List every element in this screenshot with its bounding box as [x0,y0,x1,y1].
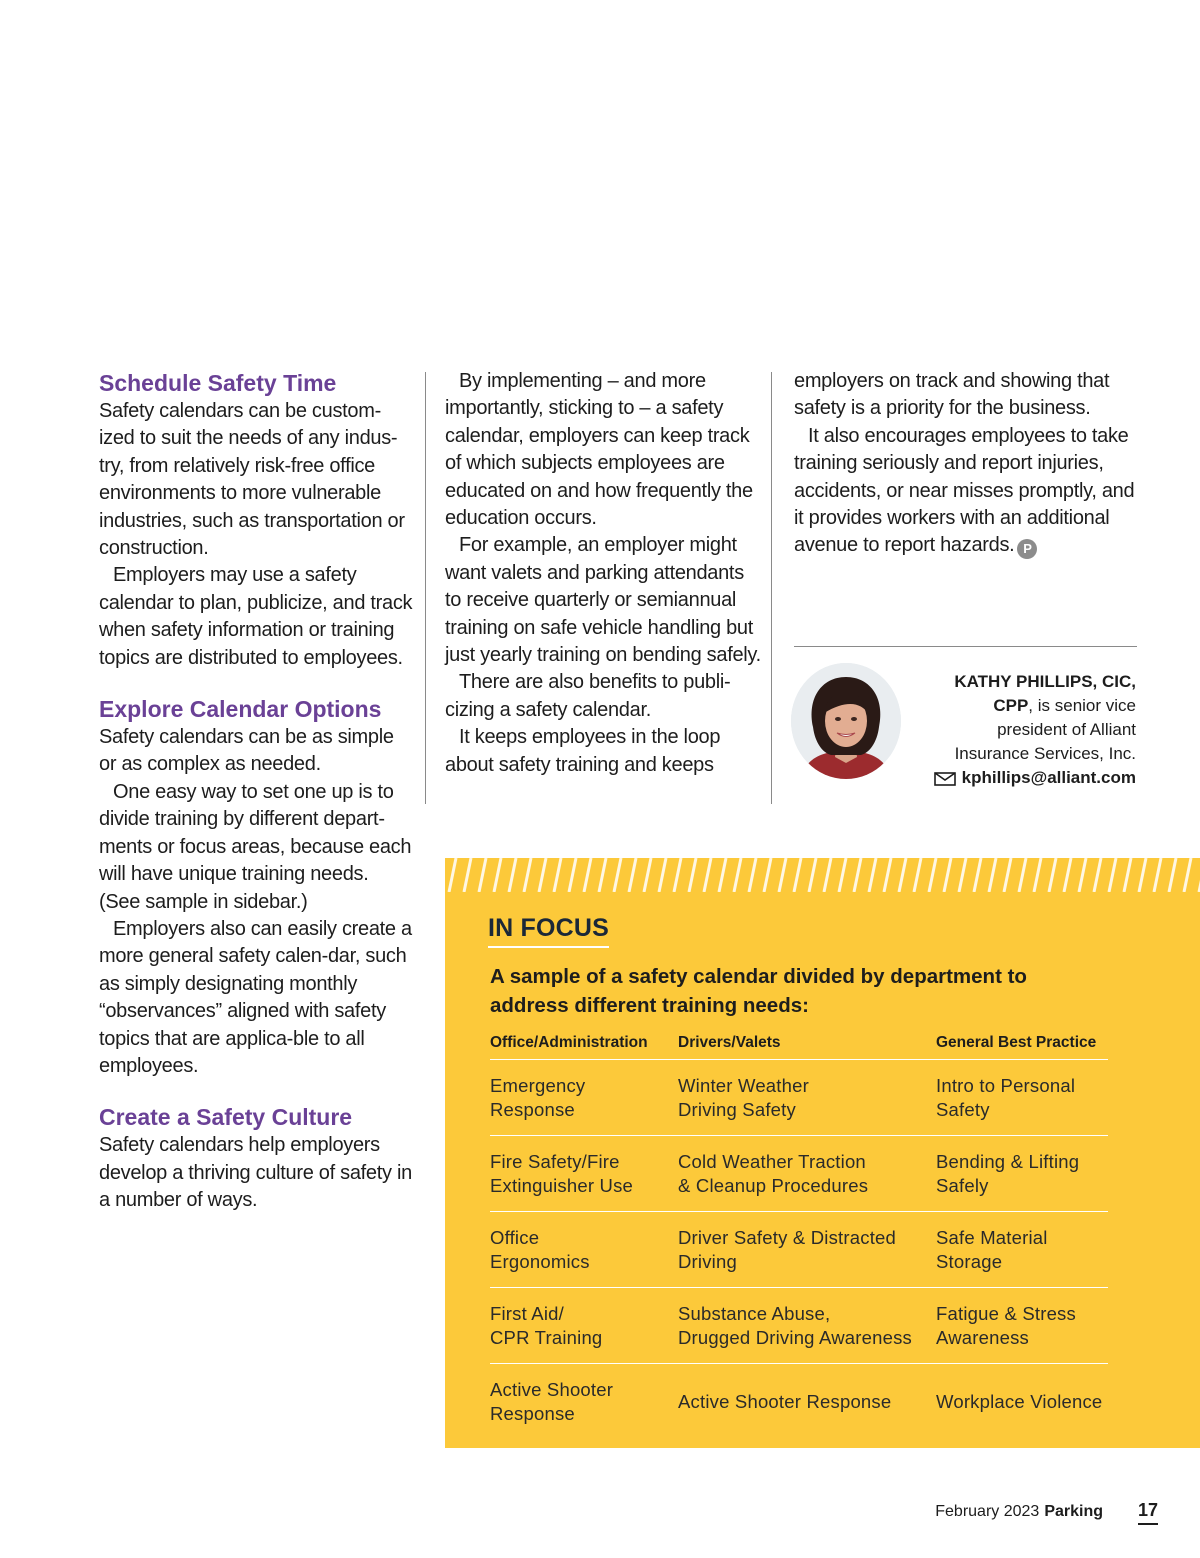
table-row [490,1212,1108,1288]
article-column-2 [445,368,763,779]
table-cell [678,1074,936,1122]
magazine-name: Parking [1044,1503,1103,1520]
section-heading-culture: Create a Safety Culture [99,1104,353,1131]
in-focus-subtitle: A sample of a safety calendar divided by department to address different training needs: [490,965,1027,1017]
column-header: General Best Practice [936,1034,1097,1051]
cell-line: Driving Safety [678,1098,796,1120]
table-cell [678,1390,936,1414]
cell-line: & Cleanup Procedures [678,1174,869,1196]
table-cell [490,1226,678,1274]
paragraph: One easy way to set one up is to divide training by different depart-ments or focus areas, because each will have unique training needs. (See sample in sidebar.) [99,780,412,913]
issue-date: February 2023 [935,1503,1040,1520]
safety-calendar-table [490,1034,1108,1440]
cell-line: Ergonomics [490,1250,590,1272]
cell-line: Cold Weather Traction [678,1150,866,1172]
author-credential: CPP [993,696,1029,715]
table-cell [490,1302,678,1350]
author-portrait-icon [791,663,901,779]
table-cell [936,1074,1108,1122]
paragraph: There are also benefits to publi-cizing a safety calendar. [445,671,731,721]
cell-line: Fatigue & Stress [936,1302,1076,1324]
section-heading-explore: Explore Calendar Options [99,696,382,723]
hatched-stripe-band [445,858,1200,892]
cell-line: Workplace Violence [936,1391,1103,1412]
cell-line: Safe Material [936,1226,1048,1248]
cell-line: Drugged Driving Awareness [678,1326,912,1348]
cell-line: CPR Training [490,1326,603,1348]
page-number: 17 [1138,1500,1158,1525]
paragraph-final [794,423,1136,560]
table-row [490,1136,1108,1212]
paragraph: Employers may use a safety calendar to plan, publicize, and track when safety information or training topics are distributed to employees. [99,564,413,669]
author-role: , is senior vice [1028,696,1136,715]
author-bio [905,670,1136,790]
cell-line: Substance Abuse, [678,1302,831,1324]
table-cell [936,1226,1108,1274]
mail-icon [934,772,956,786]
cell-line: Intro to Personal [936,1074,1076,1096]
table-row [490,1060,1108,1136]
cell-line: Storage [936,1250,1003,1272]
author-role: president of Alliant [997,720,1136,739]
cell-line: Winter Weather [678,1074,809,1096]
author-credential-line [905,694,1136,718]
table-cell [490,1150,678,1198]
cell-line: Driving [678,1250,737,1272]
cell-line: Driver Safety & Distracted [678,1226,897,1248]
page-footer [935,1503,1103,1521]
paragraph: Safety calendars help employers develop a thriving culture of safety in a number of ways. [99,1134,412,1212]
column-divider [425,372,426,804]
author-name: KATHY PHILLIPS, CIC, [954,672,1136,691]
parking-end-mark-icon: P [1017,539,1037,559]
table-cell [490,1074,678,1122]
cell-line: Emergency [490,1074,586,1096]
article-column-3 [794,368,1136,560]
cell-line: Response [490,1098,575,1120]
cell-line: Extinguisher Use [490,1174,634,1196]
paragraph: Safety calendars can be custom-ized to suit the needs of any indus-try, from relatively risk-free office environments to more vulnerable industries, such as transportation or construction. [99,400,405,560]
author-divider [794,646,1137,647]
table-cell [936,1150,1108,1198]
cell-line: Safety [936,1098,990,1120]
cell-line: Awareness [936,1326,1029,1348]
paragraph: It keeps employees in the loop about safety training and keeps [445,726,721,776]
section-heading-schedule: Schedule Safety Time [99,370,337,396]
cell-line: Response [490,1403,575,1424]
author-photo [791,663,901,779]
column-header: Office/Administration [490,1034,648,1051]
column-header: Drivers/Valets [678,1034,781,1051]
paragraph: Safety calendars can be as simple or as complex as needed. [99,726,394,776]
in-focus-title: IN FOCUS [488,914,609,948]
table-cell [678,1302,936,1350]
table-cell [936,1390,1108,1414]
cell-line: Active Shooter Response [678,1391,892,1412]
author-email-link[interactable]: kphillips@alliant.com [961,768,1136,787]
paragraph: employers on track and showing that safety is a priority for the business. [794,370,1110,420]
cell-line: Office [490,1226,540,1248]
article-column-1 [99,368,414,1215]
cell-line: Bending & Lifting [936,1150,1080,1172]
table-cell [936,1302,1108,1350]
column-divider [771,372,772,804]
in-focus-sidebar [445,858,1200,1448]
cell-line: Fire Safety/Fire [490,1150,620,1172]
cell-line: First Aid/ [490,1302,564,1324]
paragraph-text: It also encourages employees to take training seriously and report injuries, accidents, or near misses promptly, and it provides workers with an additional avenue to report hazards. [794,424,1135,557]
cell-line: Active Shooter [490,1379,614,1400]
table-cell [678,1226,936,1274]
paragraph: Employers also can easily create a more general safety calen-dar, such as simply designating monthly “observances” aligned with safety topics that are applica-ble to all employees. [99,917,412,1077]
table-row [490,1288,1108,1364]
cell-line: Safely [936,1174,989,1196]
table-cell [490,1378,678,1426]
table-header [490,1034,1108,1060]
table-cell [678,1150,936,1198]
paragraph: By implementing – and more importantly, sticking to – a safety calendar, employers can keep track of which subjects employees are educated on and how frequently the education occurs. [445,370,753,530]
table-row [490,1364,1108,1440]
author-email-line [905,766,1136,790]
author-company: Insurance Services, Inc. [954,744,1136,763]
paragraph: For example, an employer might want valets and parking attendants to receive quarterly or semiannual training on safe vehicle handling but just yearly training on bending safely. [445,534,761,667]
